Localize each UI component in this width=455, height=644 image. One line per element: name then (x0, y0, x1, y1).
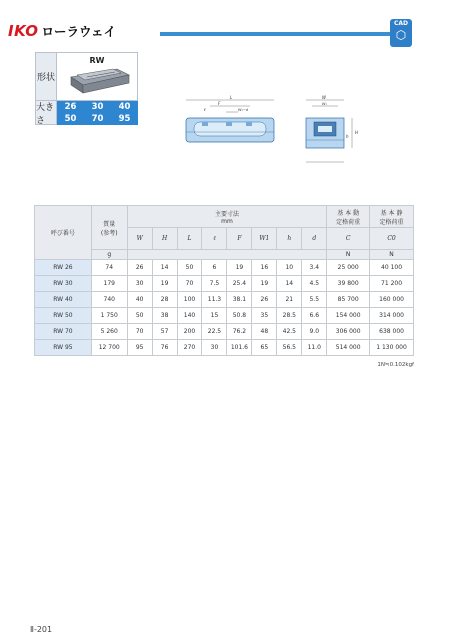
page-header (8, 22, 116, 40)
cell-d: 9.0 (302, 324, 327, 340)
shape-model: RW (89, 56, 105, 65)
size-value: 26 (64, 102, 77, 112)
cell-d: 11.0 (302, 340, 327, 356)
cell-W1: 35 (252, 308, 277, 324)
cell-l: 15 (202, 308, 227, 324)
cell-F: 76.2 (227, 324, 252, 340)
cell-H: 57 (152, 324, 177, 340)
th-dims-unit: mm (221, 217, 233, 225)
cell-F: 19 (227, 260, 252, 276)
cell-mass: 740 (91, 292, 127, 308)
cell-d: 3.4 (302, 260, 327, 276)
cell-C: 85 700 (327, 292, 370, 308)
size-label: 大きさ (35, 101, 57, 125)
cell-H: 28 (152, 292, 177, 308)
side-view (306, 95, 358, 162)
cell-L: 270 (177, 340, 202, 356)
th-l: ℓ (202, 228, 227, 250)
cell-h: 10 (277, 260, 302, 276)
th-dynamic-load: 基 本 動 定格荷重 (327, 206, 370, 228)
cell-d: 5.5 (302, 292, 327, 308)
cell-h: 42.5 (277, 324, 302, 340)
th-dims-label: 主要寸法 (214, 210, 239, 218)
th-d: d (302, 228, 327, 250)
cell-mass: 179 (91, 276, 127, 292)
cell-d: 6.6 (302, 308, 327, 324)
cell-mass: 5 260 (91, 324, 127, 340)
cell-C0: 1 130 000 (370, 340, 414, 356)
th-model: 呼び番号 (35, 206, 92, 260)
cell-C0: 638 000 (370, 324, 414, 340)
table-row (35, 324, 414, 340)
dim-h: h (346, 134, 349, 139)
cube-icon: ⬡ (395, 28, 407, 42)
th-static-load: 基 本 静 定格荷重 (370, 206, 414, 228)
cell-W: 70 (127, 324, 152, 340)
cad-label: CAD (393, 20, 409, 27)
cell-h: 14 (277, 276, 302, 292)
spec-table (34, 205, 414, 356)
dim-F: F (218, 101, 221, 106)
shape-size-box (35, 52, 138, 125)
th-C0: C0 (370, 228, 414, 250)
page-number: Ⅱ-201 (30, 625, 53, 634)
th-H: H (152, 228, 177, 250)
brand-logo: IKO (8, 22, 39, 40)
cell-F: 38.1 (227, 292, 252, 308)
cell-h: 21 (277, 292, 302, 308)
cell-model: RW 50 (35, 308, 92, 324)
cell-C: 39 800 (327, 276, 370, 292)
size-grid (57, 101, 138, 125)
front-view (186, 95, 274, 142)
cell-L: 200 (177, 324, 202, 340)
th-C-unit: N (327, 250, 370, 260)
cell-mass: 12 700 (91, 340, 127, 356)
shape-label: 形状 (35, 52, 57, 101)
th-C0-unit: N (370, 250, 414, 260)
cell-F: 25.4 (227, 276, 252, 292)
size-value: 30 (91, 102, 104, 112)
cell-C0: 314 000 (370, 308, 414, 324)
cell-model: RW 30 (35, 276, 92, 292)
cell-W: 40 (127, 292, 152, 308)
table-row (35, 276, 414, 292)
dim-W1: W₁ (322, 102, 327, 106)
cell-W1: 48 (252, 324, 277, 340)
th-F: F (227, 228, 252, 250)
cell-l: 6 (202, 260, 227, 276)
cell-F: 50.8 (227, 308, 252, 324)
cell-mass: 74 (91, 260, 127, 276)
cell-l: 11.3 (202, 292, 227, 308)
th-h: h (277, 228, 302, 250)
cell-model: RW 26 (35, 260, 92, 276)
cad-badge[interactable] (390, 19, 412, 47)
cell-W1: 19 (252, 276, 277, 292)
page-title: ローラウェイ (41, 24, 117, 39)
th-mass-unit: g (91, 250, 127, 260)
th-dims (127, 206, 327, 228)
size-value: 50 (64, 114, 77, 124)
th-blank (127, 250, 327, 260)
cell-W: 30 (127, 276, 152, 292)
th-W1: W1 (252, 228, 277, 250)
cell-W1: 26 (252, 292, 277, 308)
cell-W: 95 (127, 340, 152, 356)
th-C: C (327, 228, 370, 250)
table-row (35, 308, 414, 324)
dim-L: L (230, 95, 233, 100)
cell-C0: 71 200 (370, 276, 414, 292)
cell-W: 26 (127, 260, 152, 276)
cell-mass: 1 750 (91, 308, 127, 324)
cell-L: 70 (177, 276, 202, 292)
header-rule (160, 32, 392, 36)
cell-H: 14 (152, 260, 177, 276)
cell-C0: 40 100 (370, 260, 414, 276)
th-L: L (177, 228, 202, 250)
size-value: 40 (118, 102, 131, 112)
size-value: 70 (91, 114, 104, 124)
cell-C: 25 000 (327, 260, 370, 276)
cell-C: 154 000 (327, 308, 370, 324)
size-value: 95 (118, 114, 131, 124)
cell-model: RW 70 (35, 324, 92, 340)
cell-F: 101.6 (227, 340, 252, 356)
th-W: W (127, 228, 152, 250)
spec-table-body (35, 260, 414, 356)
cell-H: 19 (152, 276, 177, 292)
cell-model: RW 40 (35, 292, 92, 308)
cell-C: 514 000 (327, 340, 370, 356)
cell-model: RW 95 (35, 340, 92, 356)
cell-H: 76 (152, 340, 177, 356)
cell-d: 4.5 (302, 276, 327, 292)
dim-H: H (355, 130, 359, 135)
table-row (35, 292, 414, 308)
cell-C0: 160 000 (370, 292, 414, 308)
shape-image (57, 52, 138, 101)
technical-drawing (180, 92, 370, 172)
cell-h: 56.5 (277, 340, 302, 356)
cell-W1: 16 (252, 260, 277, 276)
cell-L: 100 (177, 292, 202, 308)
cell-W: 50 (127, 308, 152, 324)
cell-H: 38 (152, 308, 177, 324)
cell-W1: 65 (252, 340, 277, 356)
cell-l: 7.5 (202, 276, 227, 292)
th-mass: 質量 (参考) (91, 206, 127, 250)
dim-l: ℓ (204, 107, 206, 112)
table-row (35, 260, 414, 276)
cell-C: 306 000 (327, 324, 370, 340)
cell-L: 140 (177, 308, 202, 324)
table-row (35, 340, 414, 356)
cell-l: 22.5 (202, 324, 227, 340)
cell-l: 30 (202, 340, 227, 356)
dim-W: W (322, 95, 326, 100)
unit-note: 1N≒0.102kgf (377, 362, 414, 368)
dim-W1-d: W₁−d (238, 108, 249, 112)
cell-h: 28.5 (277, 308, 302, 324)
cell-L: 50 (177, 260, 202, 276)
